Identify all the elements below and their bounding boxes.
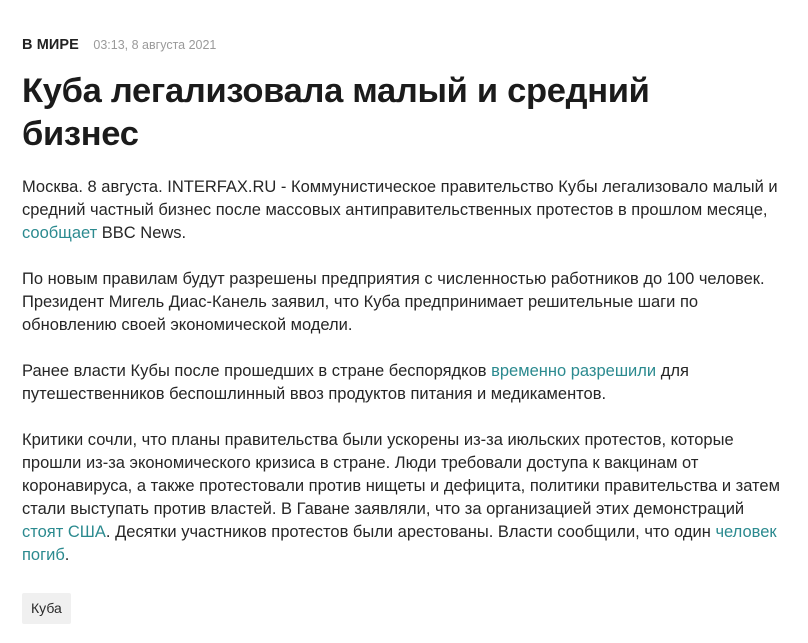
paragraph-text: По новым правилам будут разрешены предприятия с численностью работников до 100 человек. Президент Мигель Диас-Канель заявил, что Куба предпринимает решительные шаги по обновлению своей экономической модели.: [22, 270, 765, 334]
paragraph-text: . Десятки участников протестов были арестованы. Власти сообщили, что один: [105, 523, 716, 541]
article-body: [22, 176, 780, 590]
paragraph-text: Москва. 8 августа. INTERFAX.RU - Коммунистическое правительство Кубы легализовало малый и средний частный бизнес после массовых антиправительственных протестов в прошлом месяце,: [22, 178, 778, 219]
publish-timestamp: 03:13, 8 августа 2021: [93, 38, 217, 52]
paragraph-text: BBC News.: [97, 224, 187, 242]
paragraph-text: для путешественников беспошлинный ввоз продуктов питания и медикаментов.: [22, 362, 689, 403]
paragraph-text: Ранее власти Кубы после прошедших в стране беспорядков: [22, 362, 492, 380]
link-stoyat-ssha[interactable]: стоят США: [22, 523, 106, 541]
paragraph-text: .: [64, 546, 70, 564]
link-soobshchaet[interactable]: сообщает: [22, 224, 98, 242]
tag-kuba[interactable]: Куба: [22, 593, 71, 624]
paragraph-1: [22, 176, 780, 245]
link-vremenno-razreshili[interactable]: временно разрешили: [491, 362, 657, 380]
paragraph-text: Критики сочли, что планы правительства были ускорены из-за июльских протестов, которые прошли из-за экономического кризиса в стране. Люди требовали доступа к вакцинам от коронавируса, а также протестовали против нищеты и дефицита, политики правительства и затем стали выступать против властей. В Гаване заявляли, что за организацией этих демонстраций: [22, 431, 780, 518]
article-meta: [22, 36, 216, 54]
section-link[interactable]: В МИРЕ: [22, 37, 79, 53]
article-headline: Куба легализовала малый и средний бизнес: [22, 72, 650, 153]
paragraph-2: [22, 268, 780, 337]
paragraph-4: [22, 429, 780, 567]
link-chelovek-pogib[interactable]: человек погиб: [22, 523, 777, 564]
paragraph-3: [22, 360, 780, 406]
